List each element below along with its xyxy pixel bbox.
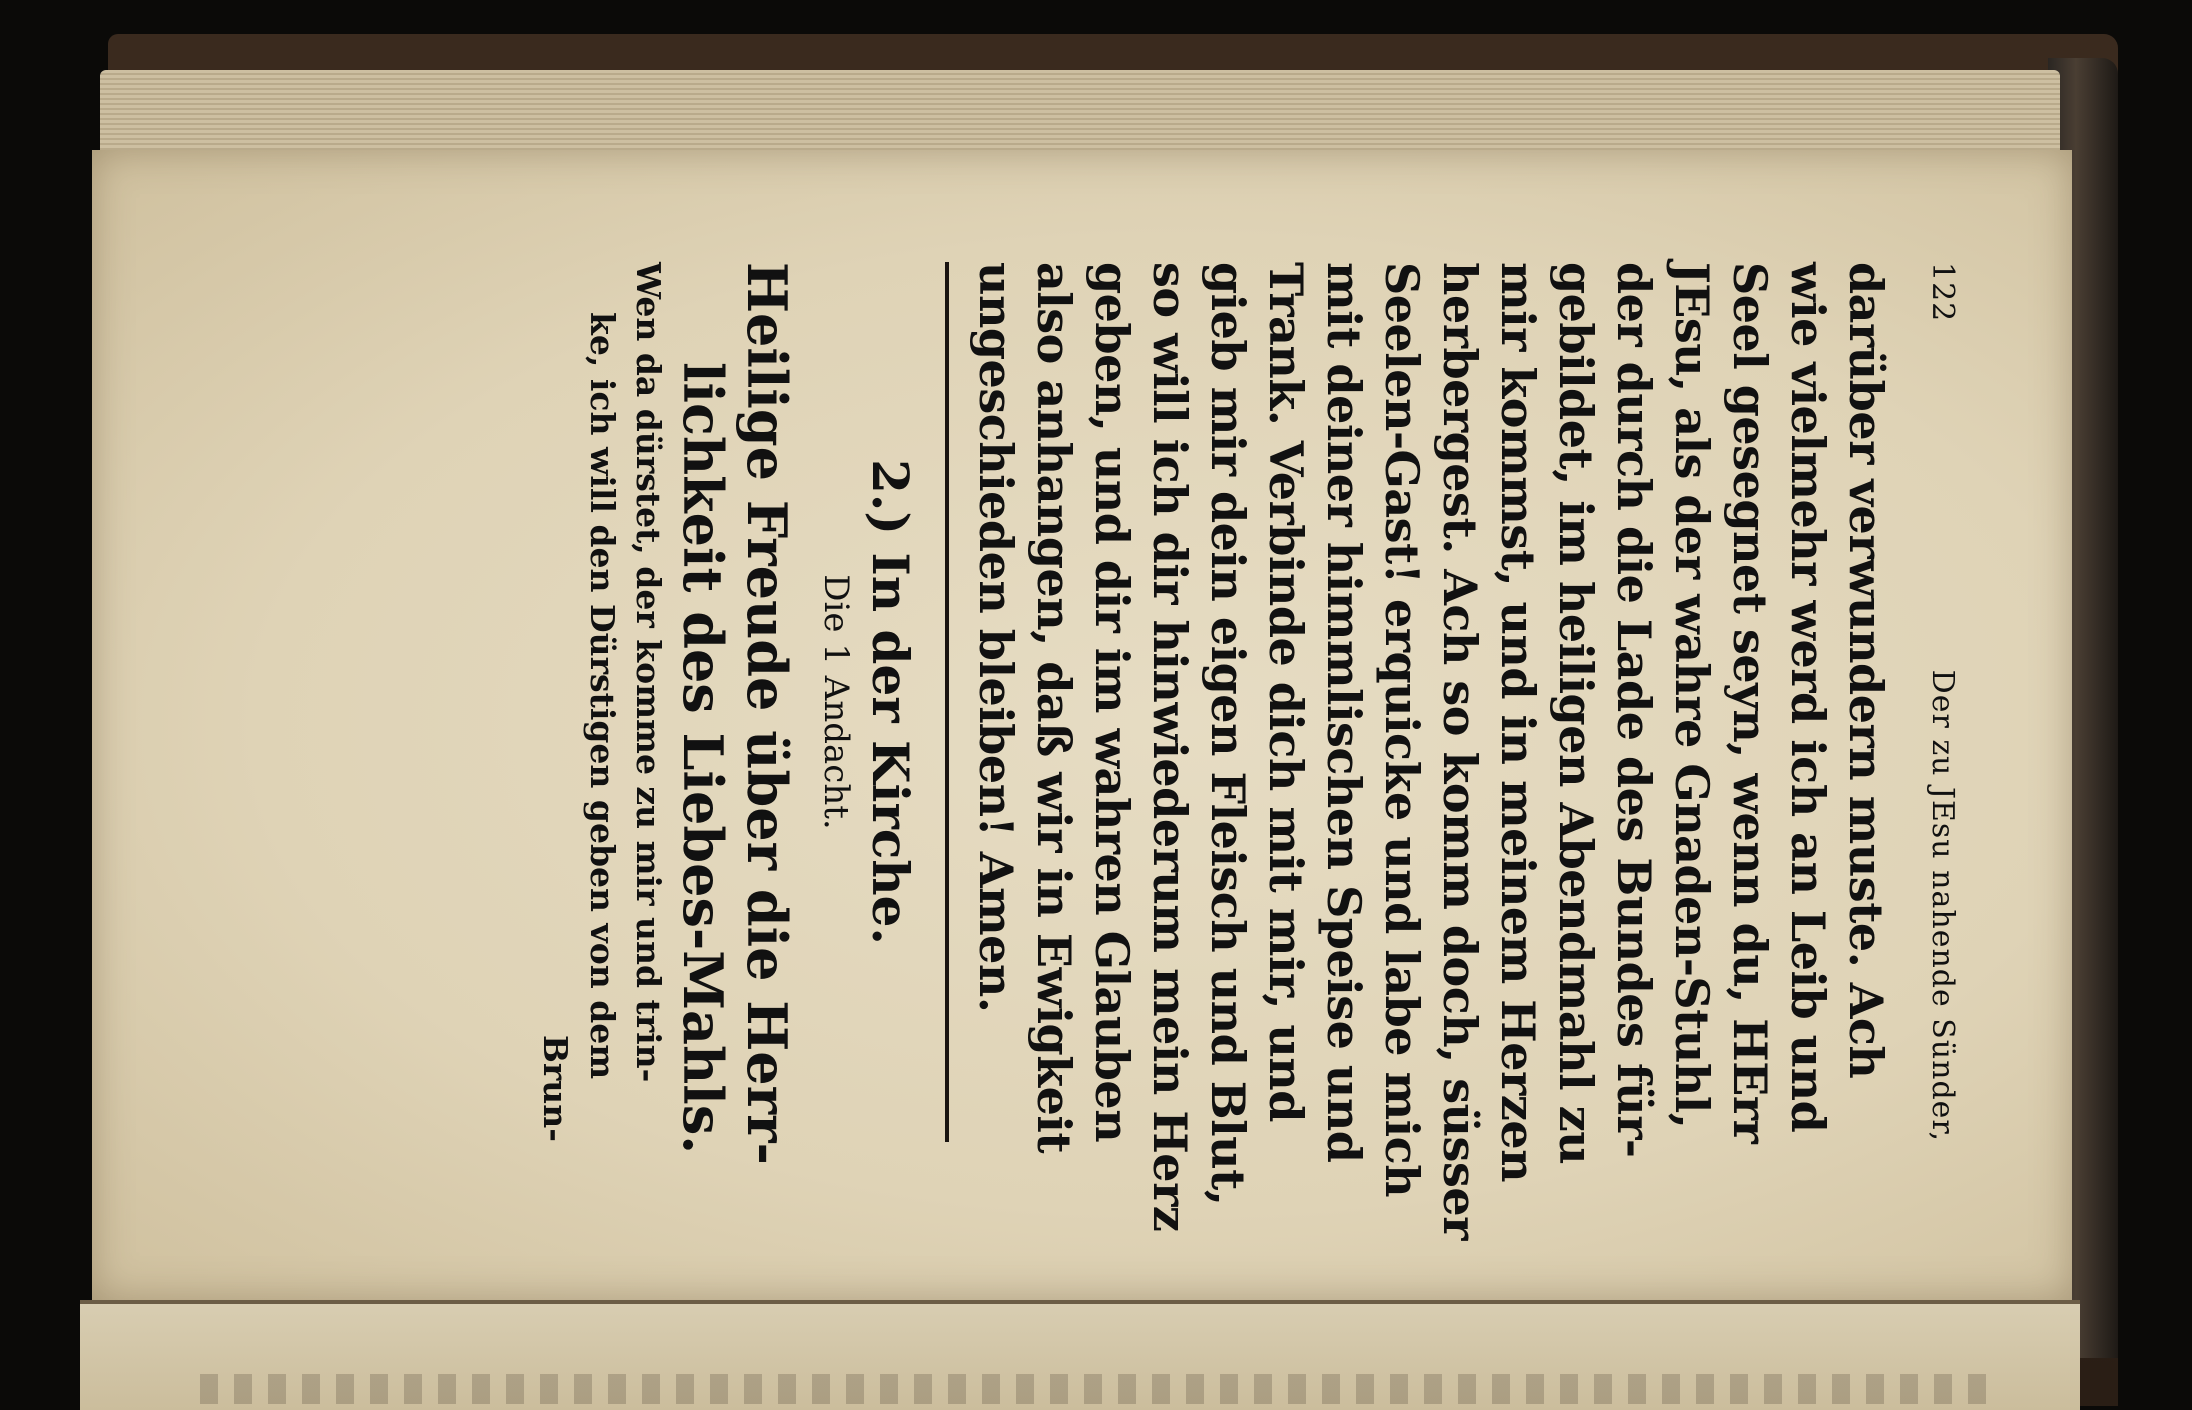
section-subtitle: Die 1 Andacht. [816, 574, 856, 830]
verse-line: Wen da dürstet, der komme zu mir und trin- [629, 262, 668, 1083]
body-line: mir kommst, und in meinem Herzen [1491, 262, 1545, 1183]
body-line: so will ich dir hinwiederum mein Herz [1143, 262, 1197, 1232]
page-header [1925, 262, 1960, 1142]
section-title: 2.) In der Kirche. [861, 459, 920, 945]
body-line: herbergest. Ach so komm doch, süsser [1433, 262, 1487, 1240]
heading-line: Heilige Freude über die Herr- [735, 262, 799, 1165]
body-line: Trank. Verbinde dich mit mir, und [1259, 262, 1313, 1122]
body-line: der durch die Lade des Bundes für- [1607, 262, 1661, 1158]
divider-rule [945, 262, 949, 1142]
heading-line: lichkeit des Liebes-Mahls. [671, 362, 735, 1155]
body-line: Seel gesegnet seyn, wenn du, HErr [1723, 262, 1777, 1144]
page-number: 122 [1925, 262, 1960, 323]
body-text [967, 262, 1895, 1240]
catchword: Brun- [536, 1035, 575, 1142]
body-line: geben, und dir im wahren Glauben [1085, 262, 1139, 1143]
body-line: also anhangen, daß wir in Ewigkeit [1027, 262, 1081, 1154]
body-line: darüber verwundern muste. Ach [1839, 262, 1893, 1079]
rotated-page-content [90, 112, 1990, 1240]
next-page-text-ghost [200, 1374, 2000, 1404]
body-line: mit deiner himmlischen Speise und [1317, 262, 1371, 1163]
body-line: JEsu, als der wahre Gnaden-Stuhl, [1665, 262, 1719, 1129]
verse-line: ke, ich will den Dürstigen geben von dem [583, 312, 622, 1080]
body-line: ungeschieden bleiben! Amen. [969, 262, 1023, 1013]
next-page-edge [80, 1300, 2080, 1410]
body-line: wie vielmehr werd ich an Leib und [1781, 262, 1835, 1133]
body-line: gieb mir dein eigen Fleisch und Blut, [1201, 262, 1255, 1206]
running-head: Der zu JEsu nahende Sünder, [1925, 669, 1960, 1142]
body-line: gebildet, im heiligen Abendmahl zu [1549, 262, 1603, 1165]
body-line: Seelen-Gast! erquicke und labe mich [1375, 262, 1429, 1198]
page-text [536, 262, 1960, 1240]
